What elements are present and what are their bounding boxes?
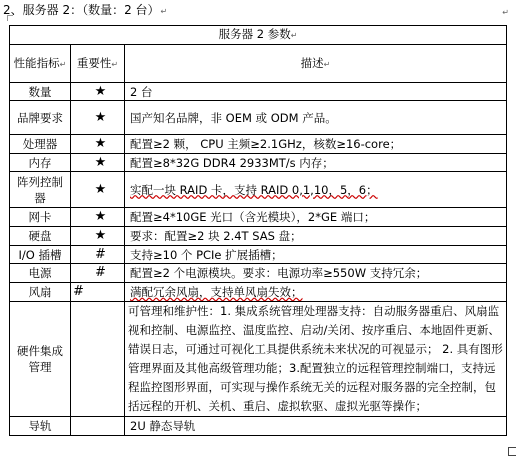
table-row	[10, 83, 507, 101]
table-title: 服务器 2 参数↵	[10, 26, 507, 45]
table-row	[10, 135, 507, 154]
row-metric: 硬件集成管理	[10, 302, 71, 417]
row-metric: 阵列控制器	[10, 172, 71, 208]
row-importance	[71, 302, 125, 417]
table-row	[10, 101, 507, 135]
table-title-row	[10, 26, 507, 45]
row-desc: 配置≥4*10GE 光口（含光模块），2*GE 端口；	[125, 208, 507, 227]
table-row	[10, 246, 507, 264]
row-importance: ★	[71, 135, 125, 154]
table-row	[10, 283, 507, 302]
table-row	[10, 172, 507, 208]
row-metric: 硬盘	[10, 227, 71, 246]
table-row	[10, 208, 507, 227]
table-row	[10, 417, 507, 436]
header-importance: 重要性↵	[71, 45, 125, 83]
row-desc: 要求：配置≥2 块 2.4T SAS 盘；	[125, 227, 507, 246]
header-metric: 性能指标↵	[10, 45, 71, 83]
row-importance	[71, 417, 125, 436]
row-importance: #	[71, 283, 125, 302]
table-header-row	[10, 45, 507, 83]
server-spec-table	[9, 25, 507, 436]
row-importance: #	[71, 264, 125, 283]
table-row	[10, 302, 507, 417]
header-desc: 描述↵	[125, 45, 507, 83]
row-desc: 配置≥8*32G DDR4 2933MT/s 内存；	[125, 154, 507, 172]
row-desc: 国产知名品牌，非 OEM 或 ODM 产品。	[125, 101, 507, 135]
row-importance: #	[71, 246, 125, 264]
row-desc: 实配一块 RAID 卡，支持 RAID 0,1,10，5，6；	[125, 172, 507, 208]
row-metric: 网卡	[10, 208, 71, 227]
row-desc: 可管理和维护性：1. 集成系统管理处理器支持：自动服务器重启、风扇监视和控制、电源监控、温度监控、启动/关闭、按序重启、本地固件更新、错误日志，可通过可视化工具提供系统未来状况的可视显示； 2. 具有图形管理界面及其他高级管理功能；3.配置独立的远程管理控制端口，支持远程监控图形界面，可实现与操作系统无关的远程对服务器的完全控制，包括远程的开机、关机、重启、虚拟软驱、虚拟光驱等操作；	[125, 302, 507, 417]
row-importance: ★	[71, 101, 125, 135]
row-importance: ★	[71, 172, 125, 208]
row-importance: ★	[71, 83, 125, 101]
row-desc: 满配冗余风扇，支持单风扇失效；	[125, 283, 507, 302]
row-metric: 内存	[10, 154, 71, 172]
row-metric: I/O 插槽	[10, 246, 71, 264]
row-desc: 2 台	[125, 83, 507, 101]
row-metric: 风扇	[10, 283, 71, 302]
paragraph-mark: ↵	[502, 8, 509, 17]
row-importance: ★	[71, 154, 125, 172]
row-metric: 电源	[10, 264, 71, 283]
table-row	[10, 227, 507, 246]
margin-corner-mark	[7, 15, 13, 21]
row-desc: 配置≥2 颗， CPU 主频≥2.1GHz，核数≥16-core；	[125, 135, 507, 154]
row-desc: 配置≥2 个电源模块。要求：电源功率≥550W 支持冗余；	[125, 264, 507, 283]
row-importance: ★	[71, 227, 125, 246]
row-desc: 2U 静态导轨	[125, 417, 507, 436]
row-metric: 处理器	[10, 135, 71, 154]
section-heading: 2、服务器 2：（数量：2 台）↵	[3, 3, 168, 17]
row-metric: 数量	[10, 83, 71, 101]
table-row	[10, 264, 507, 283]
row-importance: ★	[71, 208, 125, 227]
row-metric: 导轨	[10, 417, 71, 436]
row-desc: 支持≥10 个 PCIe 扩展插槽；	[125, 246, 507, 264]
table-end-marker	[508, 447, 516, 456]
row-metric: 品牌要求	[10, 101, 71, 135]
table-row	[10, 154, 507, 172]
